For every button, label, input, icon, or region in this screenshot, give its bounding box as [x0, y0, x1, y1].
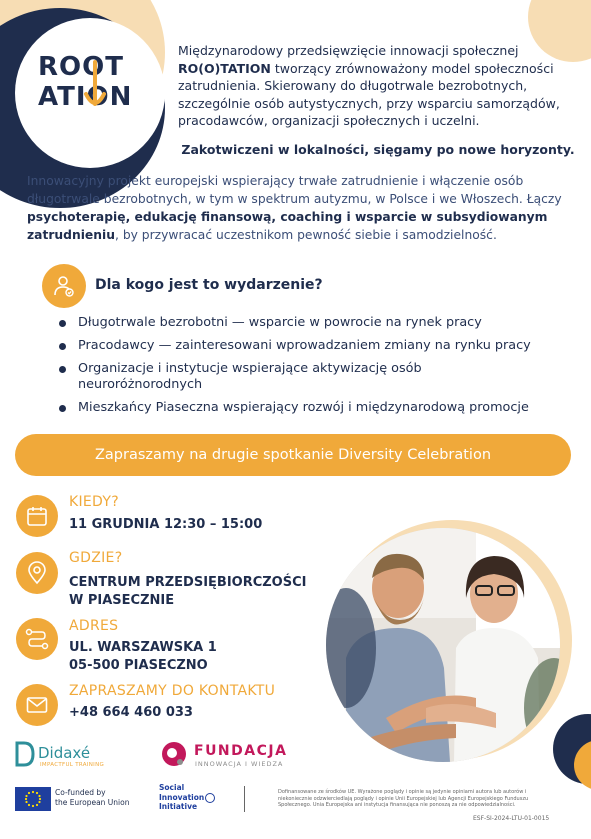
- sii-line-1: Social: [159, 783, 185, 792]
- event-photo: [326, 528, 560, 762]
- address-line-2: 05-500 PIASECZNO: [69, 658, 208, 673]
- list-item: Organizacje i instytucje wspierające aktywizację osób neuroróżnorodnych: [56, 361, 438, 393]
- fundacja-subtitle: INNOWACJA I WIEDZA: [195, 760, 284, 768]
- intro-text-2: tworzący zrównoważony model społeczności zatrudnienia. Skierowany do długotrwale bezrobotnych, szczególnie osób autystycznych, przy wsparciu samorządów, pracodawców, organizacji społecznych i uczelni.: [178, 60, 560, 128]
- people-group-illustration: [326, 528, 560, 762]
- intro-text-1: Międzynarodowy przedsięwzięcie innowacji społecznej: [178, 43, 519, 58]
- where-label: GDZIE?: [69, 550, 123, 566]
- audience-list: [56, 315, 571, 423]
- funding-disclaimer: Dofinansowane ze środków UE. Wyrażone poglądy i opinie są jedynie opiniami autora lub autorów i niekoniecznie odzwierciedlają poglądy i opinie Unii Europejskiej lub Agencji Europejskiego Funduszu Społecznego. Unia Europejska ani instytucja finansująca nie ponoszą za nie odpowiedzialności.: [278, 789, 529, 808]
- map-pin-icon: [26, 561, 48, 585]
- when-value: 11 GRUDNIA 12:30 – 15:00: [69, 517, 263, 532]
- eu-flag-icon: [15, 787, 51, 811]
- where-line-1: CENTRUM PRZEDSIĘBIORCZOŚCI: [69, 575, 307, 590]
- location-icon-badge: [16, 552, 58, 594]
- list-item: Długotrwale bezrobotni — wsparcie w powrocie na rynek pracy: [56, 315, 571, 331]
- sii-line-3: Initiative: [159, 802, 198, 811]
- logo-line-1: ROOT: [38, 52, 124, 82]
- calendar-icon-badge: [16, 495, 58, 537]
- fundacja-name: FUNDACJA: [194, 743, 288, 759]
- contact-label: ZAPRASZAMY DO KONTAKTU: [69, 683, 276, 699]
- contact-phone: +48 664 460 033: [69, 705, 193, 720]
- intro-paragraph: [178, 42, 568, 130]
- list-item: Mieszkańcy Piaseczna wspierający rozwój i międzynarodową promocje: [56, 400, 571, 416]
- audience-title: Dla kogo jest to wydarzenie?: [95, 277, 323, 293]
- eu-stars-icon: [15, 787, 51, 811]
- description-text-2: , by przywracać uczestnikom pewność siebie i samodzielność.: [115, 228, 497, 242]
- tagline: Zakotwiczeni w lokalności, sięgamy po nowe horyzonty.: [181, 142, 575, 157]
- plus-circle-icon: [205, 793, 215, 803]
- didaxe-subtitle: IMPACTFUL TRAINING: [40, 762, 105, 768]
- didaxe-name: Didaxé: [38, 744, 91, 762]
- eu-line-1: Co-funded by: [55, 788, 106, 797]
- eu-caption: [55, 788, 129, 808]
- social-innovation-logo: [159, 783, 204, 812]
- description-text-1: Innowacyjny projekt europejski wspierający trwałe zatrudnienie i włączenie osób długotrwale bezrobotnych, w tym w spektrum autyzmu, w Polsce i we Włoszech. Łączy: [27, 174, 562, 206]
- description-highlight: psychoterapię, edukację finansową, coaching i wsparcie w subsydiowanym zatrudnieniu: [27, 210, 548, 242]
- route-icon: [25, 628, 49, 650]
- fundacja-mark-icon: [160, 740, 188, 768]
- intro-brand: RO(O)TATION: [178, 60, 271, 76]
- envelope-icon: [26, 696, 48, 714]
- eu-line-2: the European Union: [55, 798, 130, 807]
- logo-line-2: ATION: [38, 82, 133, 112]
- address-label: ADRES: [69, 618, 119, 634]
- where-line-2: W PIASECZNIE: [69, 593, 175, 608]
- route-icon-badge: [16, 618, 58, 660]
- project-code: ESF-SI-2024-LTU-01-0015: [473, 815, 550, 822]
- description-paragraph: [27, 172, 567, 244]
- sii-line-2: Innovation: [159, 792, 205, 802]
- mail-icon-badge: [16, 684, 58, 726]
- when-label: KIEDY?: [69, 494, 119, 510]
- user-check-icon: [52, 274, 76, 298]
- root-anchor-icon: [82, 58, 108, 118]
- invitation-banner: Zapraszamy na drugie spotkanie Diversity Celebration: [15, 434, 571, 476]
- address-line-1: UL. WARSZAWSKA 1: [69, 640, 217, 655]
- list-item: Pracodawcy — zainteresowani wprowadzaniem zmiany na rynku pracy: [56, 338, 571, 354]
- didaxe-mark-icon: [14, 740, 36, 768]
- calendar-icon: [26, 505, 48, 527]
- audience-icon: [42, 264, 86, 308]
- footer-divider: [244, 786, 245, 812]
